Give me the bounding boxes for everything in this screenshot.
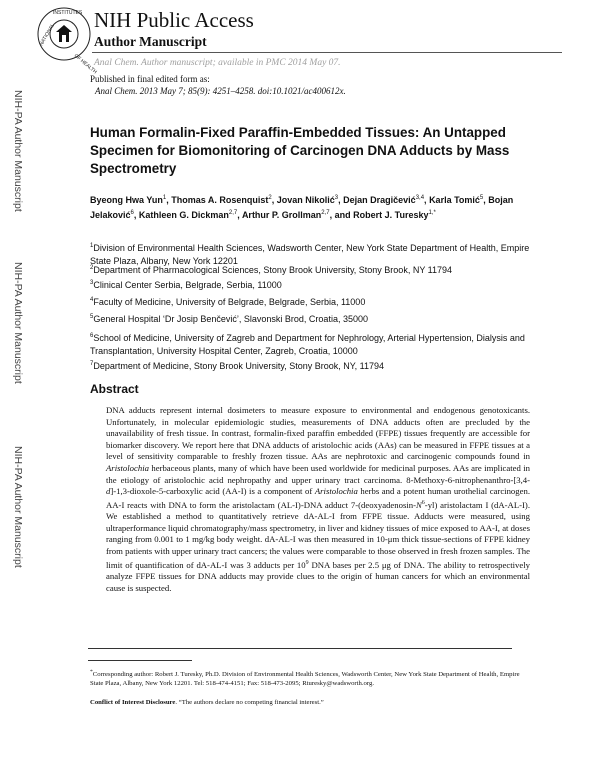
affiliation-item: $^4$Faculty of Medicine, University of Belgrade, Belgrade, Serbia, 11000 <box>90 297 366 307</box>
author-affiliation-mark: 2 <box>268 195 272 201</box>
author-affiliation-mark: 6 <box>130 209 134 216</box>
conflict-of-interest: Conflict of Interest Disclosure. “The authors declare no competing financial interest.” <box>90 699 324 706</box>
logo-text-top: INSTITUTES <box>53 10 83 16</box>
affiliation-item: $^7$Department of Medicine, Stony Brook University, Stony Brook, NY, 11794 <box>90 361 384 371</box>
author-affiliation-mark: 2,7 <box>228 209 238 216</box>
footnote-divider <box>88 660 192 661</box>
affiliation-item: $^1$Division of Environmental Health Sciences, Wadsworth Center, New York State Department of Health, Empire State Plaza, Albany, New York 12201 <box>90 243 530 266</box>
author-name: Kathleen G. Dickman <box>138 209 229 220</box>
author-name: Byeong Hwa Yun <box>90 195 163 205</box>
side-watermark-bottom: NIH-PA Author Manuscript <box>12 446 24 568</box>
affiliation-item: $^3$Clinical Center Serbia, Belgrade, Serbia, 11000 <box>90 280 282 290</box>
side-watermark-top: NIH-PA Author Manuscript <box>12 90 24 212</box>
author-name: Thomas A. Rosenquist <box>171 195 269 205</box>
author-affiliation-mark: 1 <box>162 195 167 201</box>
published-in-label: Published in final edited form as: <box>90 74 210 84</box>
author-affiliation-mark: 5 <box>479 195 484 201</box>
nih-logo <box>36 6 98 76</box>
abstract-divider <box>88 648 512 649</box>
affiliation-item: $^5$General Hospital ‘Dr Josip Benčević’, Slavonski Brod, Croatia, 35000 <box>90 314 368 324</box>
author-name: Karla Tomić <box>429 195 480 205</box>
pmc-availability-line: Anal Chem. Author manuscript; available in PMC 2014 May 07. <box>94 58 341 68</box>
author-affiliation-mark: 3 <box>334 195 339 201</box>
author-name: Jovan Nikolić <box>276 195 335 205</box>
author-name: Dejan Dragičević <box>343 195 416 205</box>
author-name: Robert J. Turesky <box>353 209 429 220</box>
logo-text-right: OF HEALTH <box>72 52 98 76</box>
abstract-heading: Abstract <box>90 382 139 396</box>
affiliation-item: $^2$Department of Pharmacological Sciences, Stony Brook University, Stony Brook, NY 11794 <box>90 265 453 275</box>
citation-line: Anal Chem. 2013 May 7; 85(9): 4251–4258. doi:10.1021/ac400612x. <box>95 86 346 96</box>
author-affiliation-mark: 3,4 <box>415 195 425 201</box>
affiliation-item: $^6$School of Medicine, University of Zagreb and Department for Nephrology, Arterial Hypertension, Dialysis and Transplantation, University Hospital Center, Zagreb, Croatia, 10000 <box>90 333 525 356</box>
author-manuscript-label: Author Manuscript <box>94 34 207 49</box>
article-title: Human Formalin-Fixed Paraffin-Embedded Tissues: An Untapped Specimen for Biomonitoring of Carcinogen DNA Adducts by Mass Spectrometry <box>90 125 510 176</box>
author-affiliation-mark: 1,* <box>428 209 436 216</box>
logo-text-left: NATIONAL <box>38 22 57 47</box>
header-divider <box>92 52 562 53</box>
corresponding-author-footnote: *Corresponding author: Robert J. Turesky, Ph.D. Division of Environmental Health Sciences, Wadsworth Center, New York State Department of Health, Empire State Plaza, Albany, New York 12201. Tel: 518-474-4151; Fax: 518-473-2095; Rturesky@wadsworth.org. <box>90 669 520 688</box>
author-name: Bojan Jelaković <box>90 195 514 220</box>
author-list: Byeong Hwa Yun$^1$, Thomas A. Rosenquist$^2$, Jovan Nikolić$^3$, Dejan Dragičević$^{3,4}$, Karla Tomić$^5$, Bojan Jelaković$^6$, Kathleen G. Dickman$^{2,7}$, Arthur P. Grollman$^{2,7}$, and Robert J. Turesky$^{1,*}$ <box>90 195 514 220</box>
abstract-body: DNA adducts represent internal dosimeters to measure exposure to environmental and endogenous genotoxicants. Unfortunately, in molecular epidemiologic studies, measurements of DNA adducts often are precluded by the unavailability of fresh tissue. In contrast, formalin-fixed paraffin embedded (FFPE) tissues frequently are accessible for biomarker discovery. We report here that DNA adducts of aristolochic acids (AAs) can be measured in FFPE tissues at a level of sensitivity comparable to freshly frozen tissue. AAs are nephrotoxic and carcinogenic compounds found in Aristolochia herbaceous plants, many of which have been used worldwide for medicinal purposes. AAs are implicated in the etiology of aristolochic acid nephropathy and upper urinary tract carcinoma. 8-Methoxy-6-nitrophenanthro-[3,4-d]-1,3-dioxole-5-carboxylic acid (AA-I) is a component of Aristolochia herbs and a potent human urothelial carcinogen. AA-I reacts with DNA to form the aristolactam (AL-I)-DNA adduct $7-(deoxyadenosin-N^6-yl)$ aristolactam I (dA-AL-I). We established a method to quantitatively retrieve dA-AL-I from FFPE tissue. Adducts were measured, using ultraperformance liquid chromatography/mass spectrometry, in liver and kidney tissues of mice exposed to AA-I, at doses ranging from 0.001 to 1 mg/kg body weight. dA-AL-I was then measured in 10-μm thick tissue-sections of FFPE kidney from patients with upper urinary tract cancers; the values were comparable to those observed in fresh frozen samples. The limit of quantification of dA-AL-I was 3 adducts per $10^9$ DNA bases per 2.5 μg of DNA. The ability to retrospectively analyze FFPE tissues for DNA adducts may provide clues to the origin of human cancers for which an environmental cause is suspected. <box>106 405 530 593</box>
side-watermark-middle: NIH-PA Author Manuscript <box>12 262 24 384</box>
author-affiliation-mark: 2,7 <box>321 209 330 216</box>
author-name: Arthur P. Grollman <box>241 209 322 220</box>
nih-public-access-title: NIH Public Access <box>94 8 254 32</box>
